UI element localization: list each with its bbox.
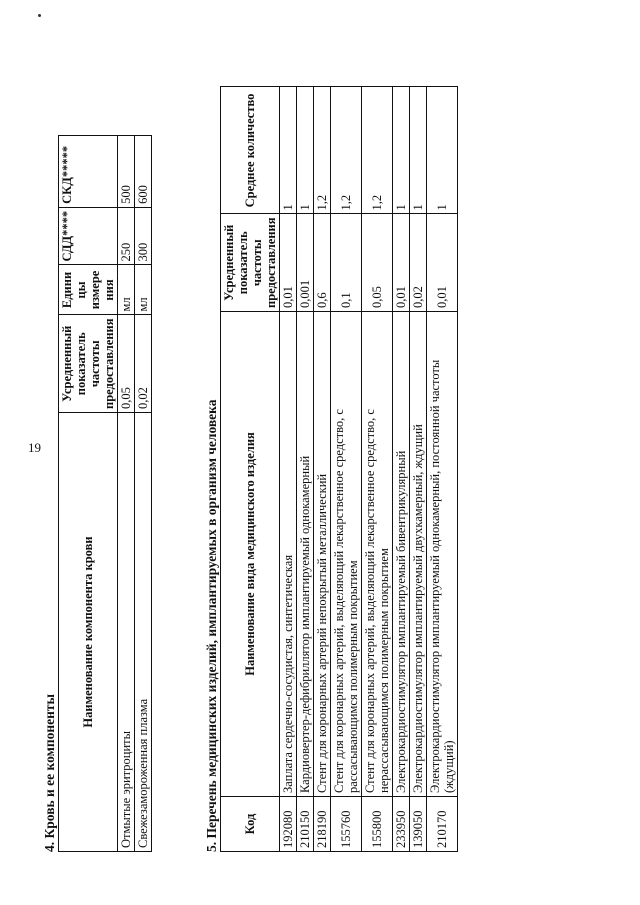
header-sdd: СДД**** <box>59 207 118 265</box>
cell-skd: 600 <box>135 135 152 207</box>
header-code: Код <box>221 797 280 852</box>
header-skd: СКД***** <box>59 135 118 207</box>
cell-name: Стент для коронарных артерий, выделяющий лекарственное средство, с рассасывающимся полимерным покрытием <box>331 312 362 797</box>
cell-code: 155760 <box>331 797 362 852</box>
cell-name: Электрокардиостимулятор имплантируемый бивентрикулярный <box>393 312 410 797</box>
cell-frequency: 0,02 <box>135 315 152 413</box>
cell-unit: мл <box>135 265 152 315</box>
cell-frequency: 0,01 <box>280 214 297 312</box>
table-header-row <box>221 87 280 852</box>
scan-speck <box>38 14 41 17</box>
cell-frequency: 0,6 <box>314 214 331 312</box>
table-row <box>135 135 152 851</box>
header-average-quantity: Среднее количество <box>221 87 280 214</box>
table-row <box>362 87 393 852</box>
cell-code: 155800 <box>362 797 393 852</box>
page-number: 19 <box>28 440 41 455</box>
cell-quantity: 1 <box>410 87 427 214</box>
header-frequency: Усредненный показатель частоты предоставления <box>59 315 118 413</box>
implanted-devices-table <box>220 86 458 852</box>
cell-code: 139050 <box>410 797 427 852</box>
cell-frequency: 0,05 <box>118 315 135 413</box>
cell-name: Заплата сердечно-сосудистая, синтетическая <box>280 312 297 797</box>
cell-quantity: 1,2 <box>331 87 362 214</box>
cell-skd: 500 <box>118 135 135 207</box>
cell-frequency: 0,05 <box>362 214 393 312</box>
header-unit: Едини цы измере ния <box>59 265 118 315</box>
rotated-page-content <box>34 48 614 852</box>
blood-components-table <box>58 135 152 852</box>
table-row <box>118 135 135 851</box>
cell-code: 192080 <box>280 797 297 852</box>
cell-code: 210170 <box>427 797 458 852</box>
cell-quantity: 1 <box>280 87 297 214</box>
table-header-row <box>59 135 118 851</box>
cell-code: 233950 <box>393 797 410 852</box>
cell-frequency: 0,01 <box>427 214 458 312</box>
cell-code: 218190 <box>314 797 331 852</box>
blood-section-title: 4. Кровь и ее компоненты <box>42 693 57 852</box>
cell-unit: мл <box>118 265 135 315</box>
cell-sdd: 300 <box>135 207 152 265</box>
table-row <box>314 87 331 852</box>
cell-name: Электрокардиостимулятор имплантируемый двухкамерный, ждущий <box>410 312 427 797</box>
table-row <box>427 87 458 852</box>
cell-frequency: 0,1 <box>331 214 362 312</box>
table-row <box>280 87 297 852</box>
cell-frequency: 0,01 <box>393 214 410 312</box>
cell-code: 210150 <box>297 797 314 852</box>
header-device-name: Наименование вида медицинского изделия <box>221 312 280 797</box>
cell-frequency: 0,001 <box>297 214 314 312</box>
cell-frequency: 0,02 <box>410 214 427 312</box>
cell-name: Кардиовертер-дефибриллятор имплантируемый однокамерный <box>297 312 314 797</box>
table-row <box>393 87 410 852</box>
table-row <box>297 87 314 852</box>
table-row <box>410 87 427 852</box>
cell-name: Электрокардиостимулятор имплантируемый однокамерный, постоянной частоты (ждущий) <box>427 312 458 797</box>
cell-name: Стент для коронарных артерий, выделяющий лекарственное средство, с нерассасывающимся полимерным покрытием <box>362 312 393 797</box>
header-frequency: Усредненный показатель частоты предоставления <box>221 214 280 312</box>
header-blood-component-name: Наименование компонента крови <box>59 413 118 852</box>
cell-sdd: 250 <box>118 207 135 265</box>
cell-quantity: 1,2 <box>314 87 331 214</box>
cell-name: Отмытые эритроциты <box>118 413 135 852</box>
cell-quantity: 1,2 <box>362 87 393 214</box>
table-row <box>331 87 362 852</box>
cell-name: Свежезамороженная плазма <box>135 413 152 852</box>
cell-quantity: 1 <box>393 87 410 214</box>
implant-section-title: 5. Перечень медицинских изделий, имплантируемых в организм человека <box>204 399 219 852</box>
cell-quantity: 1 <box>297 87 314 214</box>
cell-name: Стент для коронарных артерий непокрытый металлический <box>314 312 331 797</box>
cell-quantity: 1 <box>427 87 458 214</box>
